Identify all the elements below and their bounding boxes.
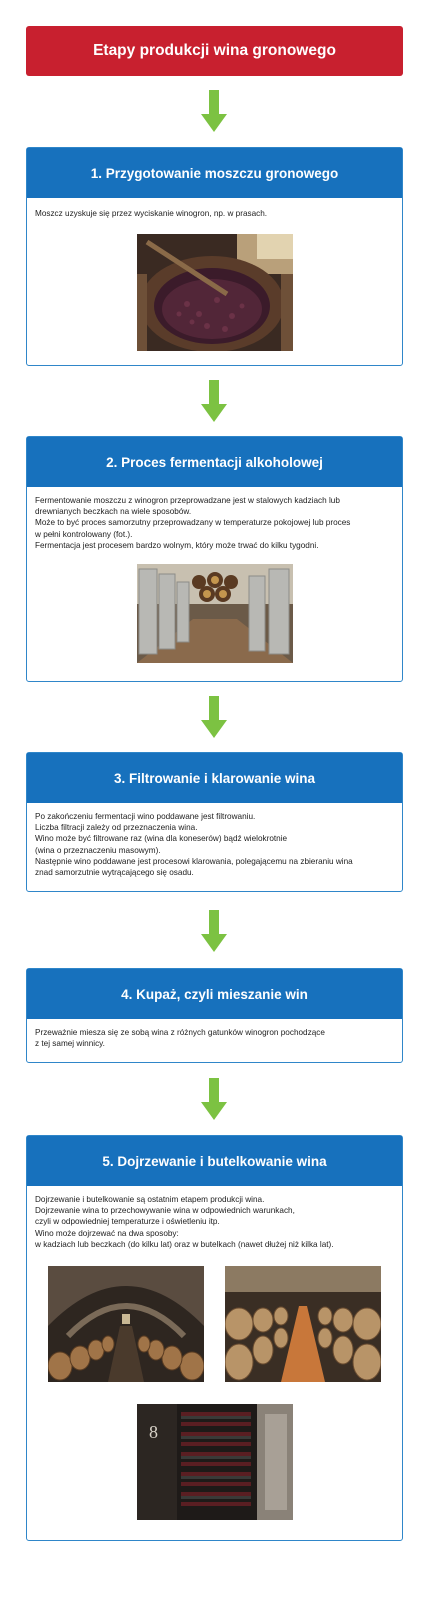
stage-text-line: Dojrzewanie wina to przechowywanie wina w odpowiednich warunkach, bbox=[35, 1206, 295, 1216]
arrow-down-icon bbox=[201, 696, 227, 738]
stage-text-4 bbox=[35, 1027, 392, 1049]
stage-text-line: Następnie wino poddawane jest procesowi klarowania, polegającemu na zbieraniu wina bbox=[35, 856, 353, 866]
photo-barrel-corridor bbox=[225, 1266, 381, 1382]
stage-text-line: Po zakończeniu fermentacji wino poddawane jest filtrowaniu. bbox=[35, 812, 256, 821]
stage-card-4 bbox=[26, 968, 403, 1063]
stage-heading-2: 2. Proces fermentacji alkoholowej bbox=[27, 437, 402, 487]
stage-text-line: Liczba filtracji zależy od przeznaczenia wina. bbox=[35, 823, 198, 833]
stage-text-line: w pełni kontrolowany (fot.). bbox=[35, 529, 133, 539]
stage-heading-4: 4. Kupaż, czyli mieszanie win bbox=[27, 969, 402, 1019]
arrow-down-icon bbox=[201, 380, 227, 422]
photo-fermentation-tanks bbox=[137, 564, 293, 663]
stage-text-2 bbox=[35, 495, 392, 551]
stage-card-2 bbox=[26, 436, 403, 682]
stage-text-5 bbox=[35, 1194, 392, 1250]
arrow-down-icon bbox=[201, 910, 227, 952]
stage-card-5 bbox=[26, 1135, 403, 1541]
stage-heading-3: 3. Filtrowanie i klarowanie wina bbox=[27, 753, 402, 803]
photo-bottle-racks bbox=[137, 1404, 293, 1520]
stage-text-line: czyli w odpowiedniej temperaturze i oświetleniu itp. bbox=[35, 1217, 220, 1227]
stage-text-1 bbox=[35, 208, 392, 219]
stage-text-line: Wino może dojrzewać na dwa sposoby: bbox=[35, 1228, 179, 1238]
stage-text-line: Wino może być filtrowane raz (wina dla koneserów) bądź wielokrotnie bbox=[35, 834, 288, 844]
stage-card-1 bbox=[26, 147, 403, 366]
stage-text-3 bbox=[35, 811, 392, 878]
stage-text-line: Fermentacja jest procesem bardzo wolnym, który może trwać do kilku tygodni. bbox=[35, 540, 319, 550]
stage-heading-5: 5. Dojrzewanie i butelkowanie wina bbox=[27, 1136, 402, 1186]
photo-grape-press bbox=[137, 234, 293, 351]
stage-text-line: drewnianych beczkach na wiele sposobów. bbox=[35, 507, 192, 517]
rack-number-label: 8 bbox=[149, 1422, 158, 1442]
stage-text-line: Moszcz uzyskuje się przez wyciskanie winogron, np. w prasach. bbox=[35, 209, 268, 218]
stage-text-line: (wina o przeznaczeniu masowym). bbox=[35, 845, 161, 855]
arrow-down-icon bbox=[201, 90, 227, 132]
stage-text-line: Dojrzewanie i butelkowanie są ostatnim etapem produkcji wina. bbox=[35, 1195, 265, 1204]
stage-text-line: Może to być proces samorzutny przeprowadzany w temperaturze pokojowej lub proces bbox=[35, 518, 351, 528]
stage-text-line: z tej samej winnicy. bbox=[35, 1039, 105, 1049]
arrow-down-icon bbox=[201, 1078, 227, 1120]
stage-heading-1: 1. Przygotowanie moszczu gronowego bbox=[27, 148, 402, 198]
stage-card-3 bbox=[26, 752, 403, 892]
stage-text-line: w kadziach lub beczkach (do kilku lat) oraz w butelkach (nawet dłużej niż kilka lat). bbox=[35, 1239, 334, 1249]
stage-text-line: znad samorzutnie wytrącającego się osadu. bbox=[35, 868, 194, 878]
page-title: Etapy produkcji wina gronowego bbox=[26, 26, 403, 76]
photo-cellar-barrels bbox=[48, 1266, 204, 1382]
stage-text-line: Przeważnie miesza się ze sobą wina z różnych gatunków winogron pochodzące bbox=[35, 1028, 325, 1037]
stage-text-line: Fermentowanie moszczu z winogron przeprowadzane jest w stalowych kadziach lub bbox=[35, 496, 340, 505]
